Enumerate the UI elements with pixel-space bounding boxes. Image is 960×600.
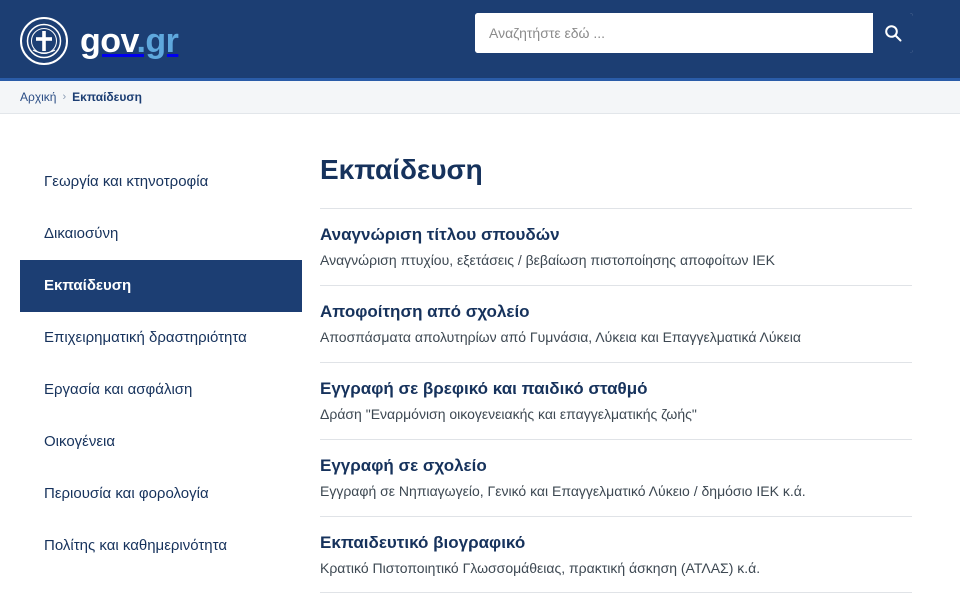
sidebar-item-justice[interactable]: Δικαιοσύνη <box>44 225 119 242</box>
site-logo-link[interactable] <box>20 17 178 65</box>
sidebar-item-business[interactable]: Επιχειρηματική δραστηριότητα <box>44 329 247 346</box>
search-input[interactable] <box>475 13 873 53</box>
sidebar-item-property-tax[interactable]: Περιουσία και φορολογία <box>44 485 209 502</box>
sidebar-item-education[interactable]: Εκπαίδευση <box>20 260 302 312</box>
page-title: Εκπαίδευση <box>320 154 483 185</box>
list-item[interactable] <box>320 363 912 440</box>
greek-republic-crest-icon <box>20 17 68 65</box>
service-description: Αναγνώριση πτυχίου, εξετάσεις / βεβαίωση πιστοποίησης αποφοίτων ΙΕΚ <box>320 252 775 268</box>
sidebar-item-citizen-daily-life[interactable]: Πολίτης και καθημερινότητα <box>44 537 228 554</box>
list-item[interactable] <box>320 517 912 594</box>
site-wordmark <box>80 21 179 60</box>
service-title: Εκπαιδευτικό βιογραφικό <box>320 532 526 552</box>
service-title: Εγγραφή σε σχολείο <box>320 455 487 475</box>
service-title: Εγγραφή σε βρεφικό και παιδικό σταθμό <box>320 378 648 398</box>
category-sidebar <box>0 114 320 600</box>
breadcrumb-item-current: Εκπαίδευση <box>72 90 142 104</box>
breadcrumb <box>0 81 960 114</box>
service-description: Αποσπάσματα απολυτηρίων από Γυμνάσια, Λύκεια και Επαγγελματικά Λύκεια <box>320 328 802 345</box>
list-item[interactable] <box>320 209 912 286</box>
service-description: Δράση "Εναρμόνιση οικογενειακής και επαγγελματικής ζωής" <box>320 405 697 422</box>
search-icon <box>884 24 902 42</box>
search-button[interactable] <box>873 13 913 53</box>
sidebar-item-work-insurance[interactable]: Εργασία και ασφάλιση <box>44 381 193 398</box>
service-description: Εγγραφή σε Νηπιαγωγείο, Γενικό και Επαγγελματικό Λύκειο / δημόσιο ΙΕΚ κ.ά. <box>320 482 806 499</box>
wordmark-gov: gov <box>80 21 137 60</box>
service-title: Αναγνώριση τίτλου σπουδών <box>320 225 560 244</box>
breadcrumb-item-home[interactable]: Αρχική <box>20 90 57 104</box>
service-list <box>320 208 912 593</box>
list-item[interactable] <box>320 440 912 517</box>
wordmark-gr: .gr <box>136 21 179 60</box>
breadcrumb-separator-icon: › <box>62 91 67 103</box>
list-item[interactable] <box>320 286 912 363</box>
site-header <box>0 0 960 81</box>
sidebar-item-agriculture[interactable]: Γεωργία και κτηνοτροφία <box>44 173 209 190</box>
service-title: Αποφοίτηση από σχολείο <box>320 301 530 321</box>
service-description: Κρατικό Πιστοποιητικό Γλωσσομάθειας, πρακτική άσκηση (ΑΤΛΑΣ) κ.ά. <box>320 559 761 576</box>
sidebar-item-family[interactable]: Οικογένεια <box>44 433 116 450</box>
main-content <box>320 114 960 600</box>
search-bar <box>475 13 913 53</box>
page-body <box>0 114 960 600</box>
